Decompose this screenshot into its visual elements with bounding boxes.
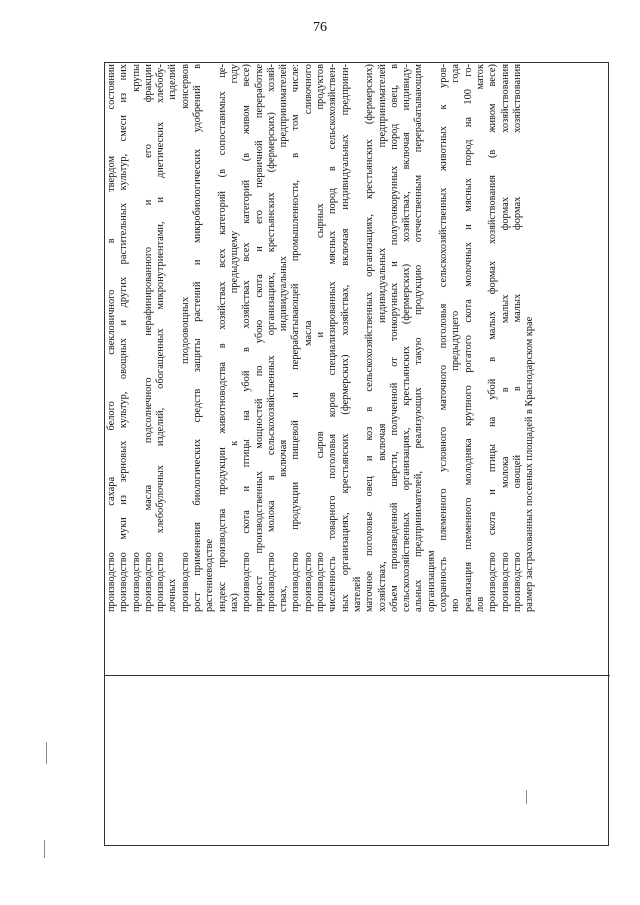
indicator-line: производство молока в малых формах хозяйствования [499,64,511,612]
indicator-line: реализация племенного молодняка крупного рогатого скота молочных и мясных пород на 100 го- [462,64,474,612]
scan-artifact [44,840,45,858]
scan-artifact [526,790,527,804]
indicator-line: ню предыдущего года [450,64,462,612]
indicator-line: производство скота и птицы на убой в малых формах хозяйствования (в живом весе) [487,64,499,612]
column-divider [105,675,610,676]
scan-artifact [46,742,47,764]
indicator-line: ных организациях, крестьянских (фермерских) хозяйствах, включая индивидуальных предприни- [339,64,351,612]
indicator-line: альных предпринимателей, реализующих такую продукцию отечественным перерабатывающим [413,64,425,612]
indicator-line: производство масла подсолнечного нерафинированного и его фракции [142,64,154,612]
page-number: 76 [313,20,327,35]
indicator-line: ствах, включая индивидуальных предпринимателей [278,64,290,612]
indicator-line: растениеводстве [204,539,216,612]
indicator-line: лочных изделий [167,64,179,612]
indicator-line: организациям [425,550,437,612]
indicator-line: рост применения биологических средств защиты растений и микробиологических удобрений в [192,64,204,612]
indicator-line: сельскохозяйственных организациях, крестьянских (фермерских) хозяйствах, включая индивиду- [401,64,413,612]
indicator-line: маточное поголовье овец и коз в сельскохозяйственных организациях, крестьянских (фермерских) [364,64,376,612]
indicator-list [106,64,606,612]
indicator-line: индекс производства продукции животноводства в хозяйствах всех категорий (в сопоставимых це- [216,64,228,612]
indicator-line: производство сыров и сырных продуктов [315,64,327,612]
indicator-line: мателей [351,576,363,612]
indicator-line: производство плодоовощных консервов [179,64,191,612]
indicator-line: сохранность племенного условного маточного поголовья сельскохозяйственных животных к уров- [438,64,450,612]
indicator-line: размер застрахованных посевных площадей в Краснодарском крае [524,316,536,612]
indicator-line: производство сахара белого свекловичного в твердом состоянии [106,64,117,612]
indicator-line: производство продукции пищевой и перерабатывающей промышленности, в том числе: [290,64,302,612]
indicator-line: производство молока в сельскохозяйственных организациях, крестьянских (фермерских) хозяй- [265,64,277,612]
indicator-line: лов маток [474,64,486,612]
indicator-line: производство скота и птицы на убой в хозяйствах всех категорий (в живом весе) [241,64,253,612]
indicator-line: нах) к предыдущему году [228,64,240,612]
indicator-line: численность товарного поголовья коров специализированных мясных пород в сельскохозяйствен- [327,64,339,612]
indicator-line: объем произведенной шерсти, полученной от тонкорунных и полутонкорунных пород овец, в [388,64,400,612]
indicator-line: прирост производственных мощностей по убою скота и его первичной переработке [253,64,265,612]
indicator-line: производство масла сливочного [302,64,314,612]
indicator-line: хозяйствах, включая индивидуальных предпринимателей [376,64,388,612]
indicator-line: производство крупы [130,64,142,612]
indicator-line: производство хлебобулочных изделий, обогащенных микронутриентами, и диетических хлебобу- [155,64,167,612]
indicator-line: производство овощей в малых формах хозяйствования [511,64,523,612]
indicator-line: производство муки из зерновых культур, овощных и других растительных культур, смеси из них [118,64,130,612]
